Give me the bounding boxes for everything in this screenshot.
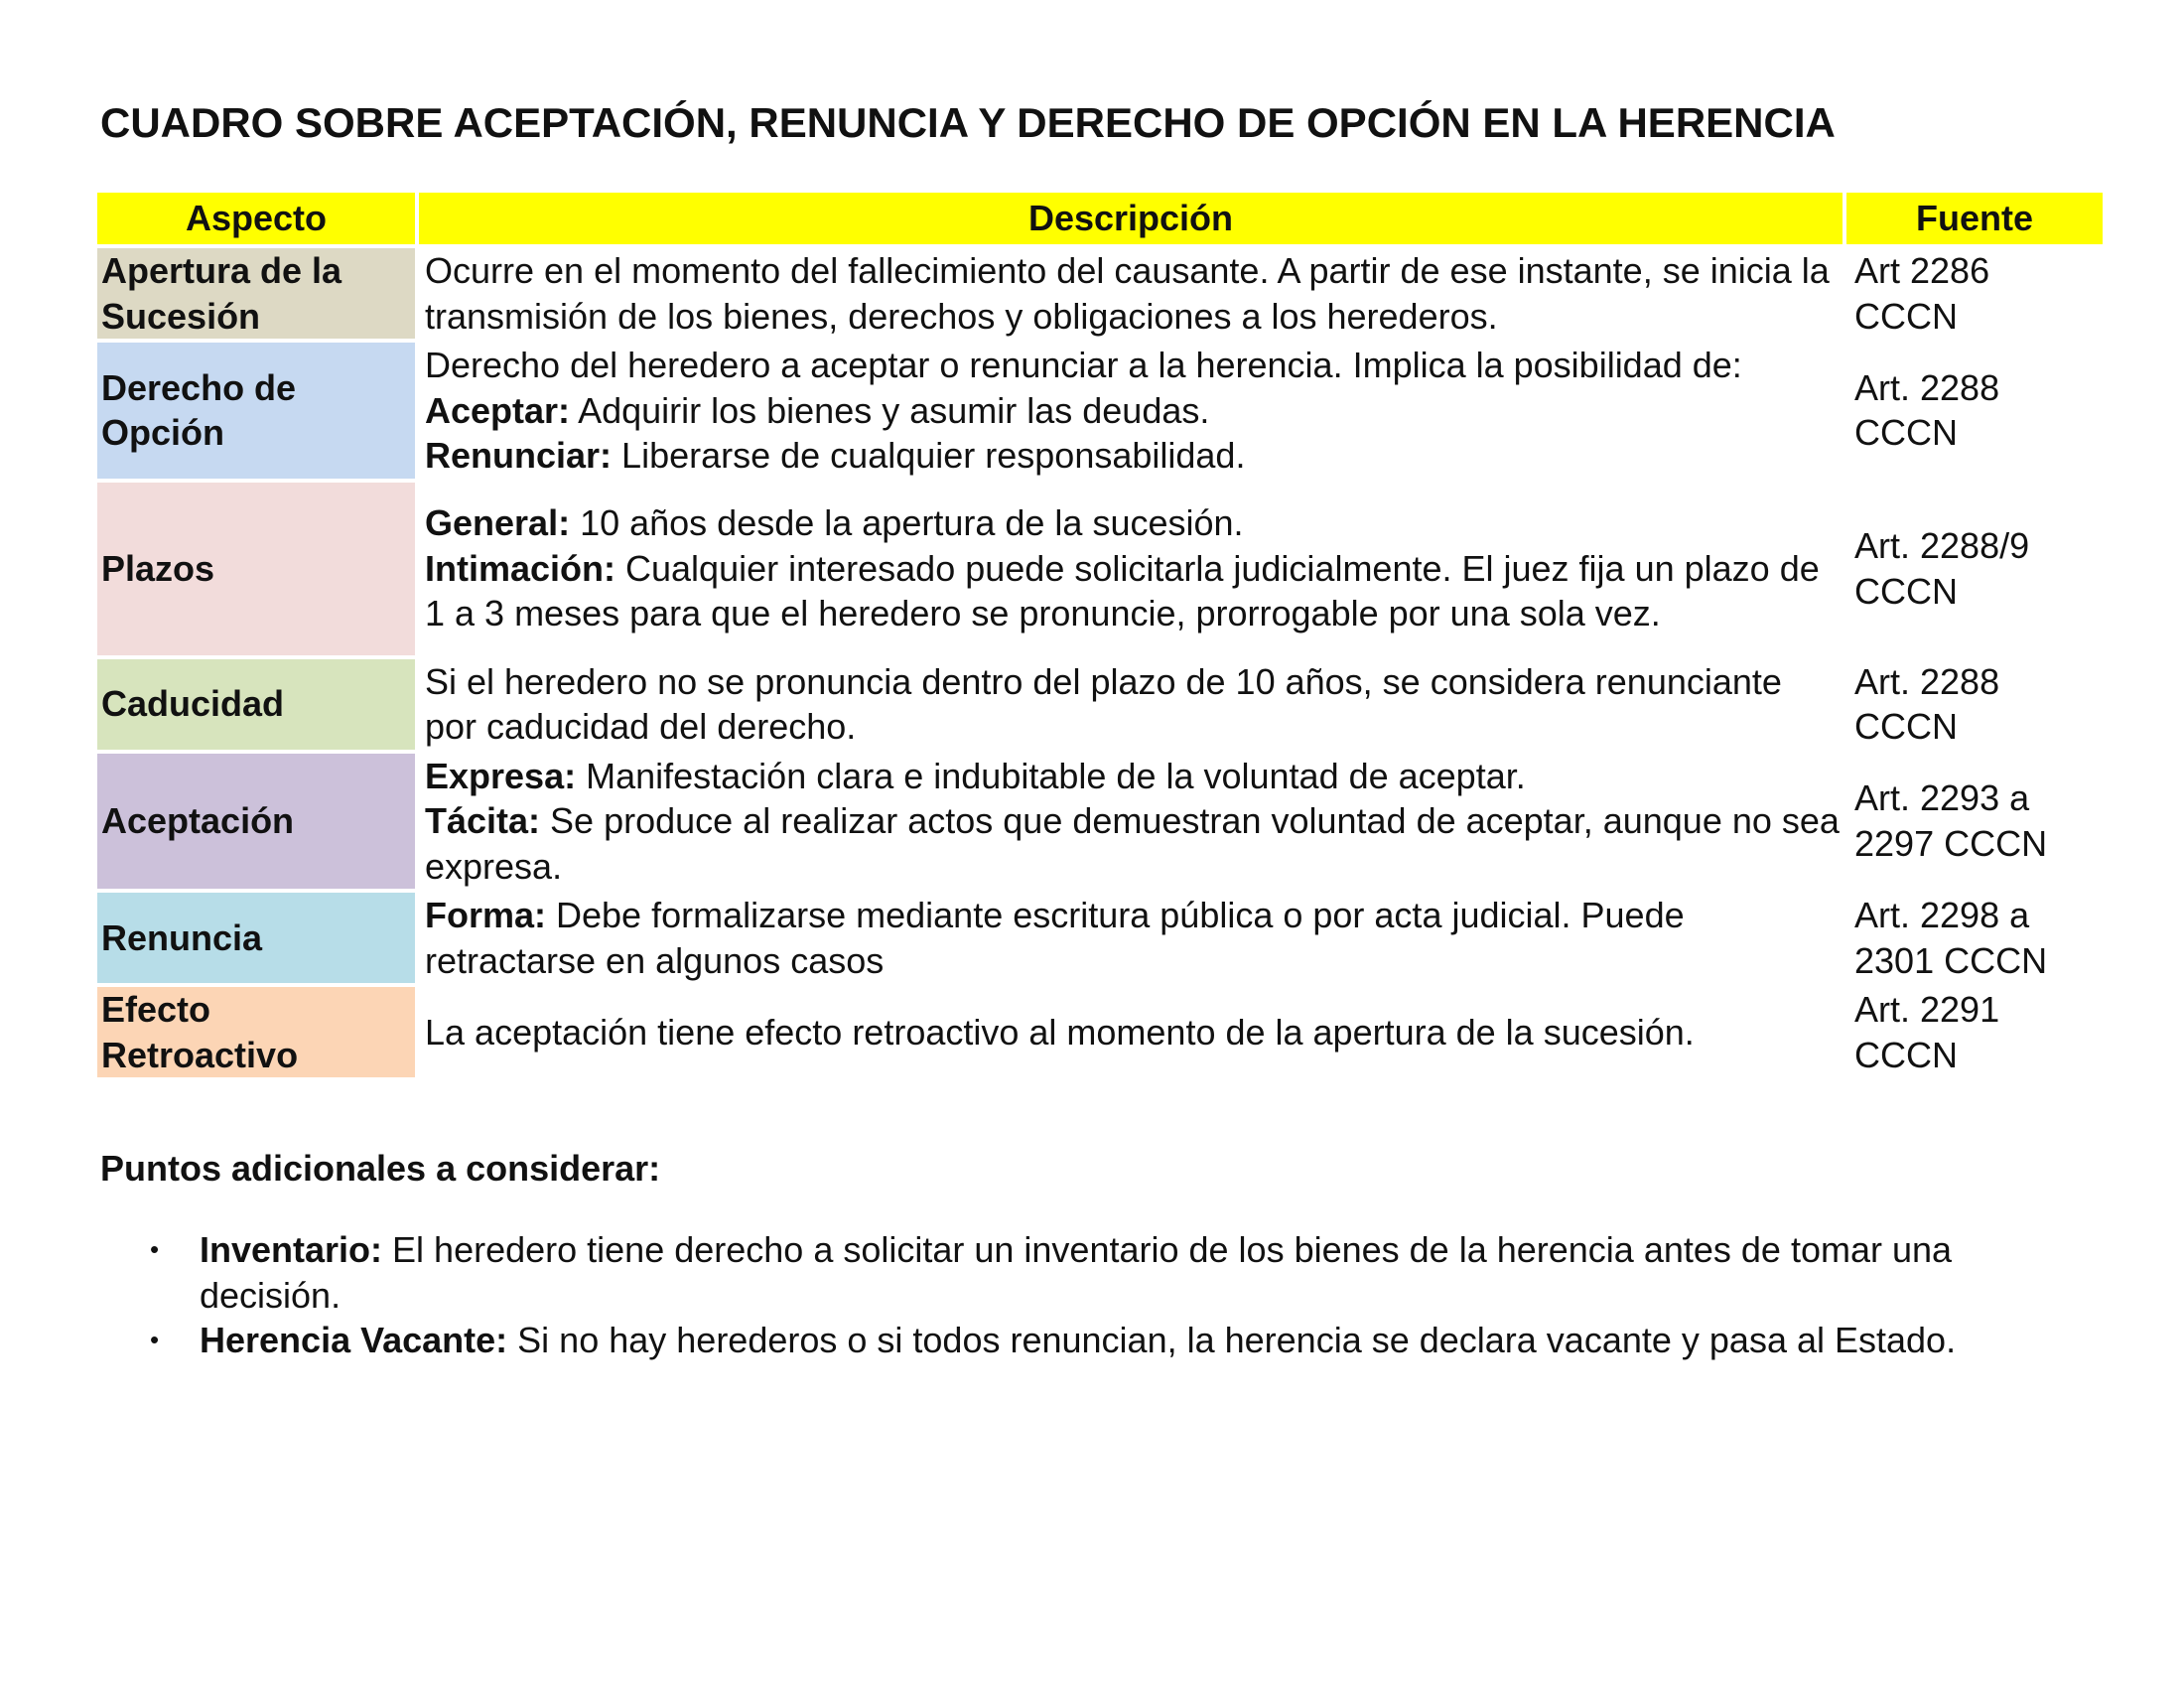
bullet-icon: •: [150, 1325, 160, 1354]
row-source: Art. 2291 CCCN: [1846, 983, 2103, 1077]
item-text: El heredero tiene derecho a solicitar un inventario de los bienes de la herencia antes de tomar una decisión.: [200, 1229, 1953, 1316]
table-row: [97, 244, 2103, 339]
table-row: [97, 479, 2103, 655]
description-segment: [425, 798, 1843, 889]
table-header-row: [97, 193, 2103, 244]
row-aspect: Renuncia: [97, 889, 419, 983]
description-segment: [425, 433, 1843, 479]
table-row: [97, 339, 2103, 479]
description-label: Aceptar:: [425, 389, 571, 431]
row-description: [419, 339, 1846, 479]
row-description: [419, 479, 1846, 655]
table-row: [97, 983, 2103, 1077]
item-term: Herencia Vacante:: [200, 1320, 508, 1360]
row-aspect: Apertura de la Sucesión: [97, 244, 419, 339]
item-term: Inventario:: [200, 1229, 383, 1270]
description-segment: [425, 546, 1843, 636]
description-text: Se produce al realizar actos que demuestran voluntad de aceptar, aunque no sea expresa.: [425, 800, 1840, 887]
description-label: General:: [425, 502, 571, 544]
inheritance-table: [97, 193, 2103, 1077]
description-text: Derecho del heredero a aceptar o renunciar a la herencia. Implica la posibilidad de:: [425, 345, 1742, 385]
additional-heading: Puntos adicionales a considerar:: [100, 1148, 661, 1189]
document-title: CUADRO SOBRE ACEPTACIÓN, RENUNCIA Y DERECHO DE OPCIÓN EN LA HERENCIA: [100, 99, 1836, 146]
description-segment: [425, 1010, 1843, 1055]
row-description: [419, 889, 1846, 983]
description-text: Manifestación clara e indubitable de la voluntad de aceptar.: [576, 755, 1526, 796]
description-label: Intimación:: [425, 547, 616, 589]
description-label: Expresa:: [425, 755, 577, 796]
header-fuente: Fuente: [1846, 193, 2103, 244]
description-segment: [425, 248, 1843, 339]
row-aspect: Efecto Retroactivo: [97, 983, 419, 1077]
description-text: Cualquier interesado puede solicitarla judicialmente. El juez fija un plazo de 1 a 3 meses para que el heredero se pronuncie, prorrogable por una sola vez.: [425, 547, 1820, 634]
row-source: Art. 2288 CCCN: [1846, 655, 2103, 750]
row-aspect: Derecho de Opción: [97, 339, 419, 479]
description-segment: [425, 388, 1843, 434]
row-description: [419, 750, 1846, 890]
row-aspect: Aceptación: [97, 750, 419, 890]
row-description: [419, 244, 1846, 339]
description-label: Renunciar:: [425, 435, 613, 476]
header-aspecto: Aspecto: [97, 193, 419, 244]
description-label: Forma:: [425, 895, 547, 935]
description-text: Adquirir los bienes y asumir las deudas.: [570, 389, 1210, 431]
row-source: Art. 2288/9 CCCN: [1846, 479, 2103, 655]
description-text: 10 años desde la apertura de la sucesión.: [570, 502, 1244, 544]
description-segment: [425, 500, 1843, 546]
description-segment: [425, 345, 1742, 385]
description-segment: [425, 893, 1843, 983]
table-row: [97, 750, 2103, 890]
description-segment: [425, 754, 1843, 799]
description-segment: [425, 659, 1843, 750]
list-item: [100, 1227, 2046, 1318]
header-descripcion: Descripción: [419, 193, 1846, 244]
table-row: [97, 655, 2103, 750]
additional-list: [100, 1227, 2046, 1363]
row-source: Art 2286 CCCN: [1846, 244, 2103, 339]
row-aspect: Plazos: [97, 479, 419, 655]
row-aspect: Caducidad: [97, 655, 419, 750]
description-text: Liberarse de cualquier responsabilidad.: [612, 435, 1246, 476]
table-row: [97, 889, 2103, 983]
description-text: Si el heredero no se pronuncia dentro del plazo de 10 años, se considera renunciante por caducidad del derecho.: [425, 660, 1782, 747]
description-text: La aceptación tiene efecto retroactivo al momento de la apertura de la sucesión.: [425, 1011, 1695, 1053]
item-text: Si no hay herederos o si todos renuncian, la herencia se declara vacante y pasa al Estado.: [507, 1320, 1957, 1360]
list-item: [100, 1318, 2046, 1363]
description-text: Debe formalizarse mediante escritura pública o por acta judicial. Puede retractarse en algunos casos: [425, 895, 1685, 981]
row-source: Art. 2293 a 2297 CCCN: [1846, 750, 2103, 890]
description-text: Ocurre en el momento del fallecimiento del causante. A partir de ese instante, se inicia la transmisión de los bienes, derechos y obligaciones a los herederos.: [425, 250, 1830, 337]
row-description: [419, 655, 1846, 750]
row-source: Art. 2288 CCCN: [1846, 339, 2103, 479]
row-description: [419, 983, 1846, 1077]
row-source: Art. 2298 a 2301 CCCN: [1846, 889, 2103, 983]
description-label: Tácita:: [425, 800, 541, 841]
bullet-icon: •: [150, 1234, 160, 1264]
table-body: [97, 244, 2103, 1077]
